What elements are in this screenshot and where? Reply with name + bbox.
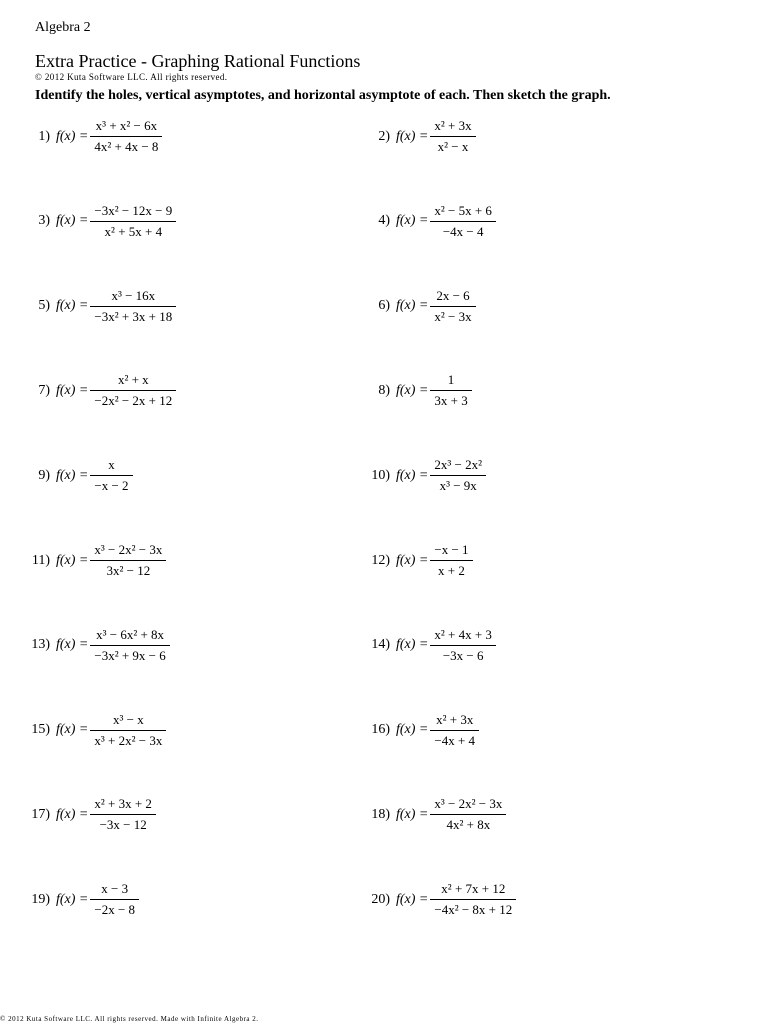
numerator: x³ − 16x [111,287,156,303]
rational-expression [90,372,176,409]
function-name: f(x) = [56,891,89,907]
problem-item [18,542,166,579]
rational-expression [90,627,169,664]
problem-item [18,796,156,833]
denominator: −2x − 8 [90,899,139,918]
numerator: x² + 4x + 3 [434,626,492,642]
function-name: f(x) = [56,382,89,398]
rational-expression [90,712,166,749]
rational-expression [430,457,486,494]
numerator: 2x − 6 [436,287,470,303]
denominator: x² − 3x [430,306,475,325]
function-name: f(x) = [396,213,429,229]
rational-expression [430,372,471,409]
problem-number: 6) [378,298,390,314]
footer-copyright: © 2012 Kuta Software LLC. All rights reserved. Made with Infinite Algebra 2. [0,1015,259,1023]
numerator: 2x³ − 2x² [434,457,483,473]
numerator: x² + 3x + 2 [94,796,152,812]
rational-expression [430,796,506,833]
function-name: f(x) = [56,552,89,568]
rational-expression [430,542,472,579]
problem-item [358,542,473,579]
function-name: f(x) = [56,467,89,483]
problem-item [358,203,496,240]
numerator: x [108,457,115,473]
numerator: x³ − 2x² − 3x [94,542,163,557]
denominator: −3x − 12 [90,814,156,833]
problem-item [18,881,139,918]
problem-number: 20) [371,891,390,907]
problem-item [18,712,166,749]
denominator: −4x² − 8x + 12 [430,899,516,918]
denominator: 4x² + 4x − 8 [90,136,162,155]
function-name: f(x) = [56,722,89,738]
problem-number: 18) [371,806,390,822]
problem-item [358,881,516,918]
rational-expression [430,627,496,664]
problem-item [358,372,472,409]
problem-item [18,288,176,325]
problem-number: 7) [38,382,50,398]
function-name: f(x) = [396,637,429,653]
numerator: x² + 3x [436,711,474,727]
rational-expression [90,796,156,833]
problem-number: 14) [371,637,390,653]
problem-number: 5) [38,298,50,314]
problem-item [358,118,476,155]
denominator: −3x² + 9x − 6 [90,645,169,664]
rational-expression [90,457,132,494]
problem-item [358,627,496,664]
denominator: x² + 5x + 4 [90,221,176,240]
function-name: f(x) = [56,637,89,653]
worksheet-title: Extra Practice - Graphing Rational Functions [35,51,361,71]
problem-item [18,457,133,494]
function-name: f(x) = [396,467,429,483]
function-name: f(x) = [396,552,429,568]
problem-number: 2) [378,128,390,144]
problem-number: 3) [38,213,50,229]
numerator: 1 [447,372,455,388]
problem-number: 10) [371,467,390,483]
problem-number: 17) [31,806,50,822]
problem-item [358,288,476,325]
numerator: −x − 1 [434,542,469,557]
numerator: x² + 3x [434,118,472,133]
denominator: x³ + 2x² − 3x [90,730,166,749]
problem-number: 13) [31,637,50,653]
denominator: 3x + 3 [430,390,471,409]
copyright-notice: © 2012 Kuta Software LLC. All rights reserved. [35,72,228,82]
problem-number: 15) [31,722,50,738]
problem-item [358,796,506,833]
course-name: Algebra 2 [35,20,91,35]
rational-expression [90,881,139,918]
denominator: −3x − 6 [430,645,496,664]
denominator: 3x² − 12 [90,560,166,579]
denominator: −4x − 4 [430,221,496,240]
function-name: f(x) = [56,128,89,144]
problem-number: 19) [31,891,50,907]
problem-item [18,118,162,155]
numerator: x³ − 6x² + 8x [96,626,165,642]
problem-item [358,457,486,494]
function-name: f(x) = [56,213,89,229]
numerator: x² + x [117,372,149,388]
function-name: f(x) = [56,298,89,314]
problem-item [18,372,176,409]
denominator: −4x + 4 [430,730,479,749]
rational-expression [430,881,516,918]
rational-expression [430,712,479,749]
numerator: x³ − 2x² − 3x [434,796,503,812]
rational-expression [430,288,475,325]
numerator: x² + 7x + 12 [441,881,506,897]
problem-number: 8) [378,382,390,398]
rational-expression [90,542,166,579]
numerator: −3x² − 12x − 9 [94,202,173,218]
problem-number: 11) [31,552,50,568]
denominator: x² − x [430,136,475,155]
function-name: f(x) = [396,298,429,314]
problem-number: 1) [38,128,50,144]
rational-expression [430,118,475,155]
numerator: x³ − x [112,711,144,727]
problem-number: 12) [371,552,390,568]
numerator: x³ + x² − 6x [95,118,158,133]
rational-expression [90,288,176,325]
denominator: x + 2 [430,560,472,579]
function-name: f(x) = [396,891,429,907]
numerator: x − 3 [101,881,129,897]
function-name: f(x) = [396,806,429,822]
instructions: Identify the holes, vertical asymptotes, and horizontal asymptote of each. Then sketch the graph. [35,88,611,103]
problem-number: 9) [38,467,50,483]
problem-item [358,712,479,749]
rational-expression [90,203,176,240]
rational-expression [90,118,162,155]
problem-number: 4) [378,213,390,229]
denominator: 4x² + 8x [430,814,506,833]
denominator: −3x² + 3x + 18 [90,306,176,325]
rational-expression [430,203,496,240]
problem-item [18,203,176,240]
function-name: f(x) = [396,722,429,738]
problem-item [18,627,170,664]
function-name: f(x) = [56,806,89,822]
problem-number: 16) [371,722,390,738]
denominator: −2x² − 2x + 12 [90,390,176,409]
function-name: f(x) = [396,128,429,144]
denominator: x³ − 9x [430,475,486,494]
function-name: f(x) = [396,382,429,398]
numerator: x² − 5x + 6 [434,202,492,218]
denominator: −x − 2 [90,475,132,494]
